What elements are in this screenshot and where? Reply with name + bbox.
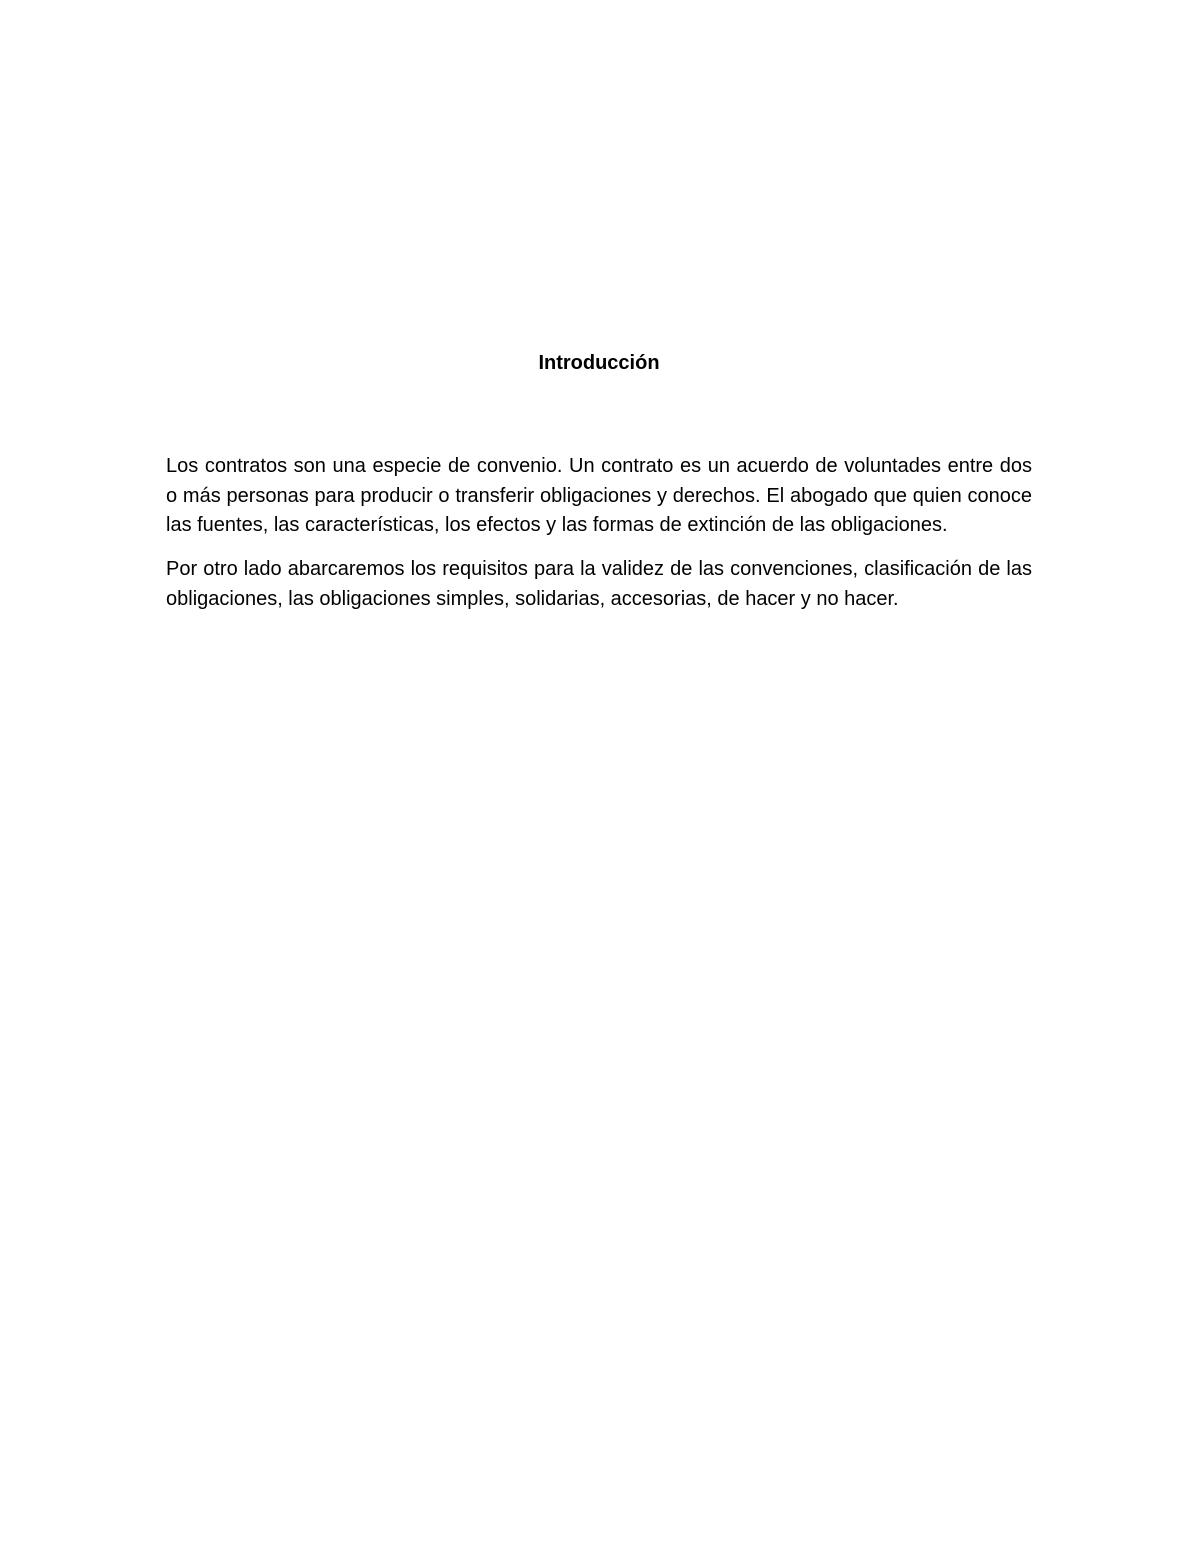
document-body	[166, 348, 1032, 629]
paragraph-2: Por otro lado abarcaremos los requisitos para la validez de las convenciones, clasificación de las obligaciones, las obligaciones simples, solidarias, accesorias, de hacer y no hacer.	[166, 558, 1032, 610]
paragraph-1: Los contratos son una especie de convenio. Un contrato es un acuerdo de voluntades entre dos o más personas para producir o transferir obligaciones y derechos. El abogado que quien conoce las fuentes, las características, los efectos y las formas de extinción de las obligaciones.	[166, 455, 1032, 537]
document-title: Introducción	[538, 352, 660, 374]
